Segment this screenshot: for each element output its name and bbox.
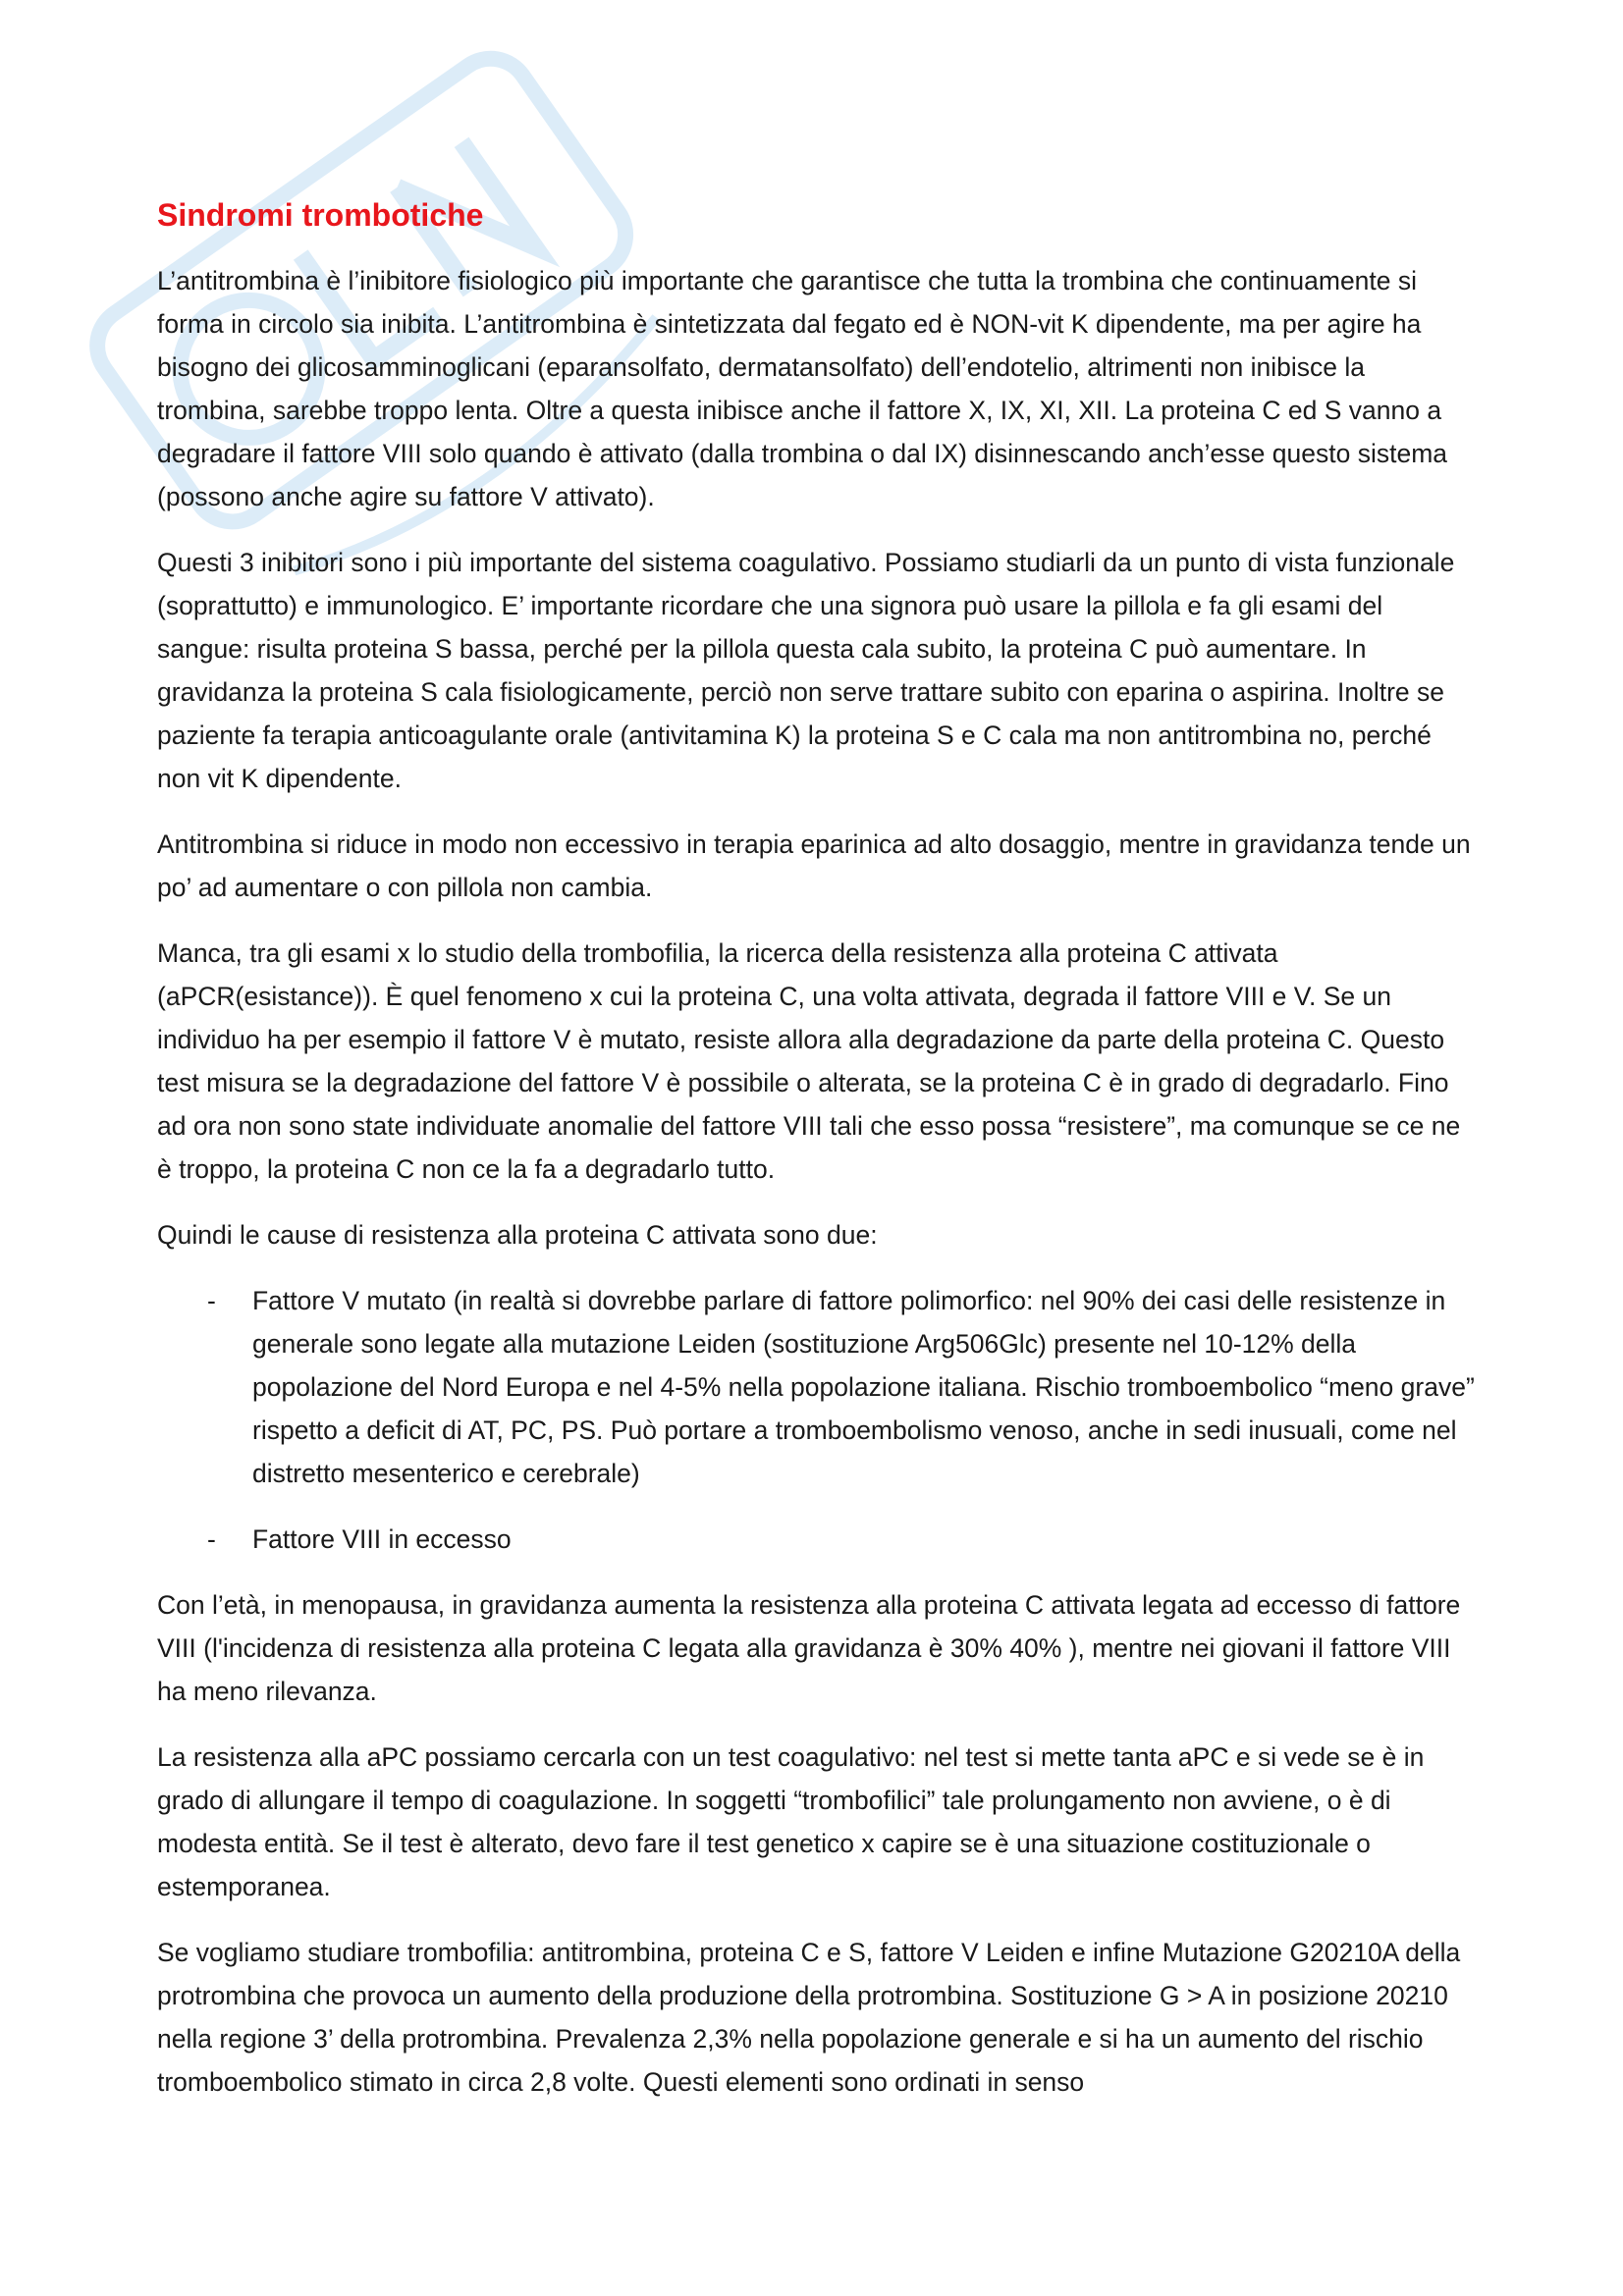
- document-page: [157, 192, 1478, 2126]
- causes-list: [157, 1279, 1478, 1561]
- list-item-text: Fattore VIII in eccesso: [252, 1524, 512, 1554]
- paragraph-studio-trombofilia: Se vogliamo studiare trombofilia: antitrombina, proteina C e S, fattore V Leiden e infine Mutazione G20210A della protrombina che provoca un aumento della produzione della protrombina. Sostituzione G > A in posizione 20210 nella regione 3’ della protrombina. Prevalenza 2,3% nella popolazione generale e si ha un aumento del rischio tromboembolico stimato in circa 2,8 volte. Questi elementi sono ordinati in senso: [157, 1938, 1461, 2097]
- paragraph-resistenza-apc: Manca, tra gli esami x lo studio della trombofilia, la ricerca della resistenza alla proteina C attivata (aPCR(esistance)). È quel fenomeno x cui la proteina C, una volta attivata, degrada il fattore VIII e V. Se un individuo ha per esempio il fattore V è mutato, resiste allora alla degradazione da parte della proteina C. Questo test misura se la degradazione del fattore V è possibile o alterata, se la proteina C è in grado di degradarlo. Fino ad ora non sono state individuate anomalie del fattore VIII tali che esso possa “resistere”, ma comunque se ce ne è troppo, la proteina C non ce la fa a degradarlo tutto.: [157, 938, 1461, 1184]
- paragraph-antitrombina: L’antitrombina è l’inibitore fisiologico più importante che garantisce che tutta la trombina che continuamente si forma in circolo sia inibita. L’antitrombina è sintetizzata dal fegato ed è NON-vit K dipendente, ma per agire ha bisogno dei glicosamminoglicani (eparansolfato, dermatansolfato) dell’endotelio, altrimenti non inibisce la trombina, sarebbe troppo lenta. Oltre a questa inibisce anche il fattore X, IX, XI, XII. La proteina C ed S vanno a degradare il fattore VIII solo quando è attivato (dalla trombina o dal IX) disinnescando anch’esse questo sistema (possono anche agire su fattore V attivato).: [157, 266, 1448, 511]
- paragraph-menopausa: Con l’età, in menopausa, in gravidanza aumenta la resistenza alla proteina C attivata legata ad eccesso di fattore VIII (l'incidenza di resistenza alla proteina C legata alla gravidanza è 30% 40% ), mentre nei giovani il fattore VIII ha meno rilevanza.: [157, 1590, 1461, 1706]
- paragraph-terapia-eparinica: Antitrombina si riduce in modo non eccessivo in terapia eparinica ad alto dosaggio, mentre in gravidanza tende un po’ ad aumentare o con pillola non cambia.: [157, 829, 1471, 902]
- list-item-text: Fattore V mutato (in realtà si dovrebbe parlare di fattore polimorfico: nel 90% dei casi delle resistenze in generale sono legate alla mutazione Leiden (sostituzione Arg506Glc) presente nel 10-12% della popolazione del Nord Europa e nel 4-5% nella popolazione italiana. Rischio tromboembolico “meno grave” rispetto a deficit di AT, PC, PS. Può portare a tromboembolismo venoso, anche in sedi inusuali, come nel distretto mesenterico e cerebrale): [252, 1286, 1475, 1488]
- page-title: Sindromi trombotiche: [157, 197, 484, 233]
- paragraph-test-coagulativo: La resistenza alla aPC possiamo cercarla con un test coagulativo: nel test si mette tanta aPC e si vede se è in grado di allungare il tempo di coagulazione. In soggetti “trombofilici” tale prolungamento non avviene, o è di modesta entità. Se il test è alterato, devo fare il test genetico x capire se è una situazione costituzionale o estemporanea.: [157, 1742, 1425, 1901]
- list-dash: -: [207, 1524, 216, 1554]
- paragraph-inibitori: Questi 3 inibitori sono i più importante del sistema coagulativo. Possiamo studiarli da un punto di vista funzionale (soprattutto) e immunologico. E’ importante ricordare che una signora può usare la pillola e fa gli esami del sangue: risulta proteina S bassa, perché per la pillola questa cala subito, la proteina C può aumentare. In gravidanza la proteina S cala fisiologicamente, perciò non serve trattare subito con eparina o aspirina. Inoltre se paziente fa terapia anticoagulante orale (antivitamina K) la proteina S e C cala ma non antitrombina no, perché non vit K dipendente.: [157, 548, 1455, 793]
- paragraph-cause-intro: Quindi le cause di resistenza alla proteina C attivata sono due:: [157, 1220, 878, 1250]
- list-dash: -: [207, 1286, 216, 1315]
- list-item: [157, 1279, 1478, 1495]
- list-item: [157, 1518, 1478, 1561]
